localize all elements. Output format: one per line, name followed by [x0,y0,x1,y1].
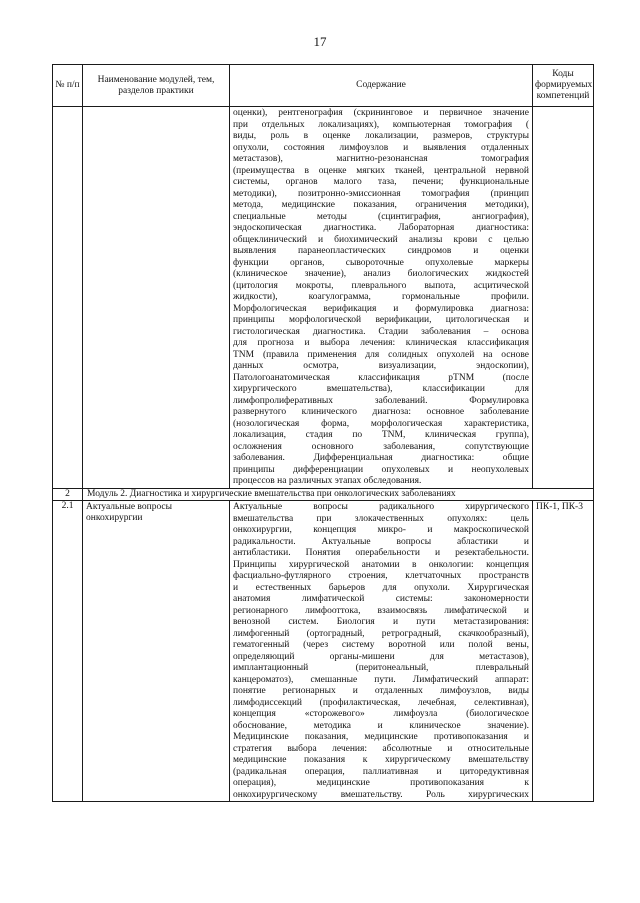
content-line: венозной систем. Биология и пути метастазирования: [233,617,529,627]
content-line: анатомия лимфатической системы: закономерности [233,594,529,604]
content-line: имплантационный (перитонеальный, плевральный [233,663,529,673]
content-line: методики), позитронно-эмиссионная томография (принцип [233,188,529,199]
content-line: лимфопролиферативных заболеваний. Формулировка [233,395,529,406]
topic-codes: ПК-1, ПК-3 [533,501,594,802]
content-line: виды, роль в оценке локализации, размеров, структуры [233,131,529,141]
content-line: вмешательства при злокачественных опухолях: цель [233,513,529,524]
content-line: принципы морфологической верификации, цитологическая и [233,315,529,325]
content-line: TNM (правила применения для солидных опухолей на основе [233,349,529,360]
module-title: Модуль 2. Диагностика и хирургические вмешательства при онкологических заболеваниях [83,488,594,501]
content-line: (преимущества в оценке мягких тканей, центральной нервной [233,165,529,176]
content-line: (клиническое значение), анализ биологических жидкостей [233,269,529,279]
content-line: Актуальные вопросы радикального хирургического [233,502,529,512]
content-line: и естественных барьеров для опухоли. Хирургическая [233,582,529,593]
content-line: медицинские показания к хирургическому вмешательству [233,755,529,765]
content-line: системы, органов малого таза, печени; функциональные [233,177,529,187]
content-line: общеклинический и биохимический анализы крови с целью [233,234,529,245]
continued-number-cell [53,107,83,489]
topic-number: 2.1 [53,501,83,802]
content-line: онкохирургии, концепция микро- и макроскопической [233,525,529,535]
content-line: гистологическая диагностика. Стадии заболевания – основа [233,326,529,337]
content-line: радикальности. Актуальные вопросы абластики и [233,536,529,547]
content-line: определяющий органы-мишени для метастазов), [233,651,529,662]
content-line: развернутого клинического диагноза: основное заболевание [233,407,529,417]
content-line: метастазов), магнитно-резонансная томография [233,154,529,164]
continued-name-cell [83,107,230,489]
content-line: операция), медицинские противопоказания к [233,778,529,788]
content-line: выявления паранеопластических синдромов и оценки [233,246,529,256]
continued-content-row [53,107,594,489]
content-line: принципы дифференциации опухолевых и неопухолевых [233,464,529,475]
header-content: Содержание [230,65,533,107]
content-line: лимфодиссекций (профилактическая, лечебная, селективная), [233,697,529,708]
curriculum-table [52,64,594,802]
content-line: осложнения основного заболевания, сопутствующие [233,441,529,452]
content-line: понятие регионарных и отдаленных лимфоузлов, виды [233,686,529,696]
topic-name-line: Актуальные вопросы [86,502,173,512]
header-codes: Коды формируемых компетенций [533,65,594,107]
header-number: № п/п [53,65,83,107]
content-line: функции органов, сывороточные опухолевые маркеры [233,257,529,268]
content-line: заболевания. Дифференциальная диагностика: общие [233,453,529,463]
content-line: концепция «сторожевого» лимфоузла (биологическое [233,709,529,719]
content-line: Медицинские показания, медицинские противопоказания и [233,732,529,742]
content-line: гематогенный (через систему воротной или полой вены, [233,640,529,650]
content-line: процессов на различных этапах обследования. [233,476,422,486]
content-line: Патологоанатомическая классификация pTNM (после [233,372,529,383]
content-line: эндоскопическая диагностика. Лабораторная диагностика: [233,223,529,233]
content-line: канцероматоз), смешанные пути. Лимфатический аппарат: [233,674,529,685]
content-line: Принципы хирургической анатомии в онкологии: концепция [233,559,529,570]
topic-name-line: онкохирургии [86,513,143,524]
header-name: Наименование модулей, тем, разделов практики [83,65,230,107]
continued-codes-cell [533,107,594,489]
content-line: данных осмотра, визуализации, эндоскопии), [233,361,529,371]
module-number: 2 [53,488,83,501]
content-line: локализация, стадия по TNM, клиническая группа), [233,430,529,440]
content-line: антибластики. Понятия операбельности и резектабельности. [233,548,529,558]
table-header-row [53,65,594,107]
page-number: 17 [313,34,327,49]
content-line: жидкости), коагулограмма, гормональные профили. [233,292,529,302]
content-line: для прогноза и выбора лечения: клиническая классификация [233,338,529,348]
content-line: Морфологическая верификация и формулировка диагноза: [233,303,529,314]
topic-name-cell [83,501,230,802]
content-line: (цитология мокроты, плеврального выпота, асцитической [233,280,529,291]
content-line: хирургического вмешательства), классификации для [233,384,529,394]
topic-row [53,501,594,802]
content-line: онкохирургическому вмешательству. Роль хирургических [233,789,529,800]
content-line: фасциально-футлярного строения, клетчаточных пространств [233,571,529,581]
module-row [53,488,594,501]
content-line: обоснование, методика и клиническое значение). [233,720,529,731]
continued-content-cell [230,107,533,489]
content-line: специальные методы (сцинтиграфия, ангиография), [233,211,529,222]
topic-content-cell [230,501,533,802]
content-line: метода, медицинские показания, ограничения методики), [233,200,529,210]
content-line: (радикальная операция, паллиативная и циторедуктивная [233,766,529,777]
content-line: лимфогенный (ортоградный, ретроградный, скачкообразный), [233,628,529,639]
content-line: оценки), рентгенография (скрининговое и первичное значение [233,108,529,118]
content-line: при отдельных локализациях), компьютерная томография ( [233,119,529,130]
content-line: регионарного лимфооттока, взаимосвязь лимфатической и [233,605,529,616]
content-line: опухоли, состояния лимфоузлов и выявления отдаленных [233,142,529,153]
content-line: стратегия выбора лечения: абсолютные и относительные [233,743,529,754]
content-line: (нозологическая форма, морфологическая характеристика, [233,418,529,429]
